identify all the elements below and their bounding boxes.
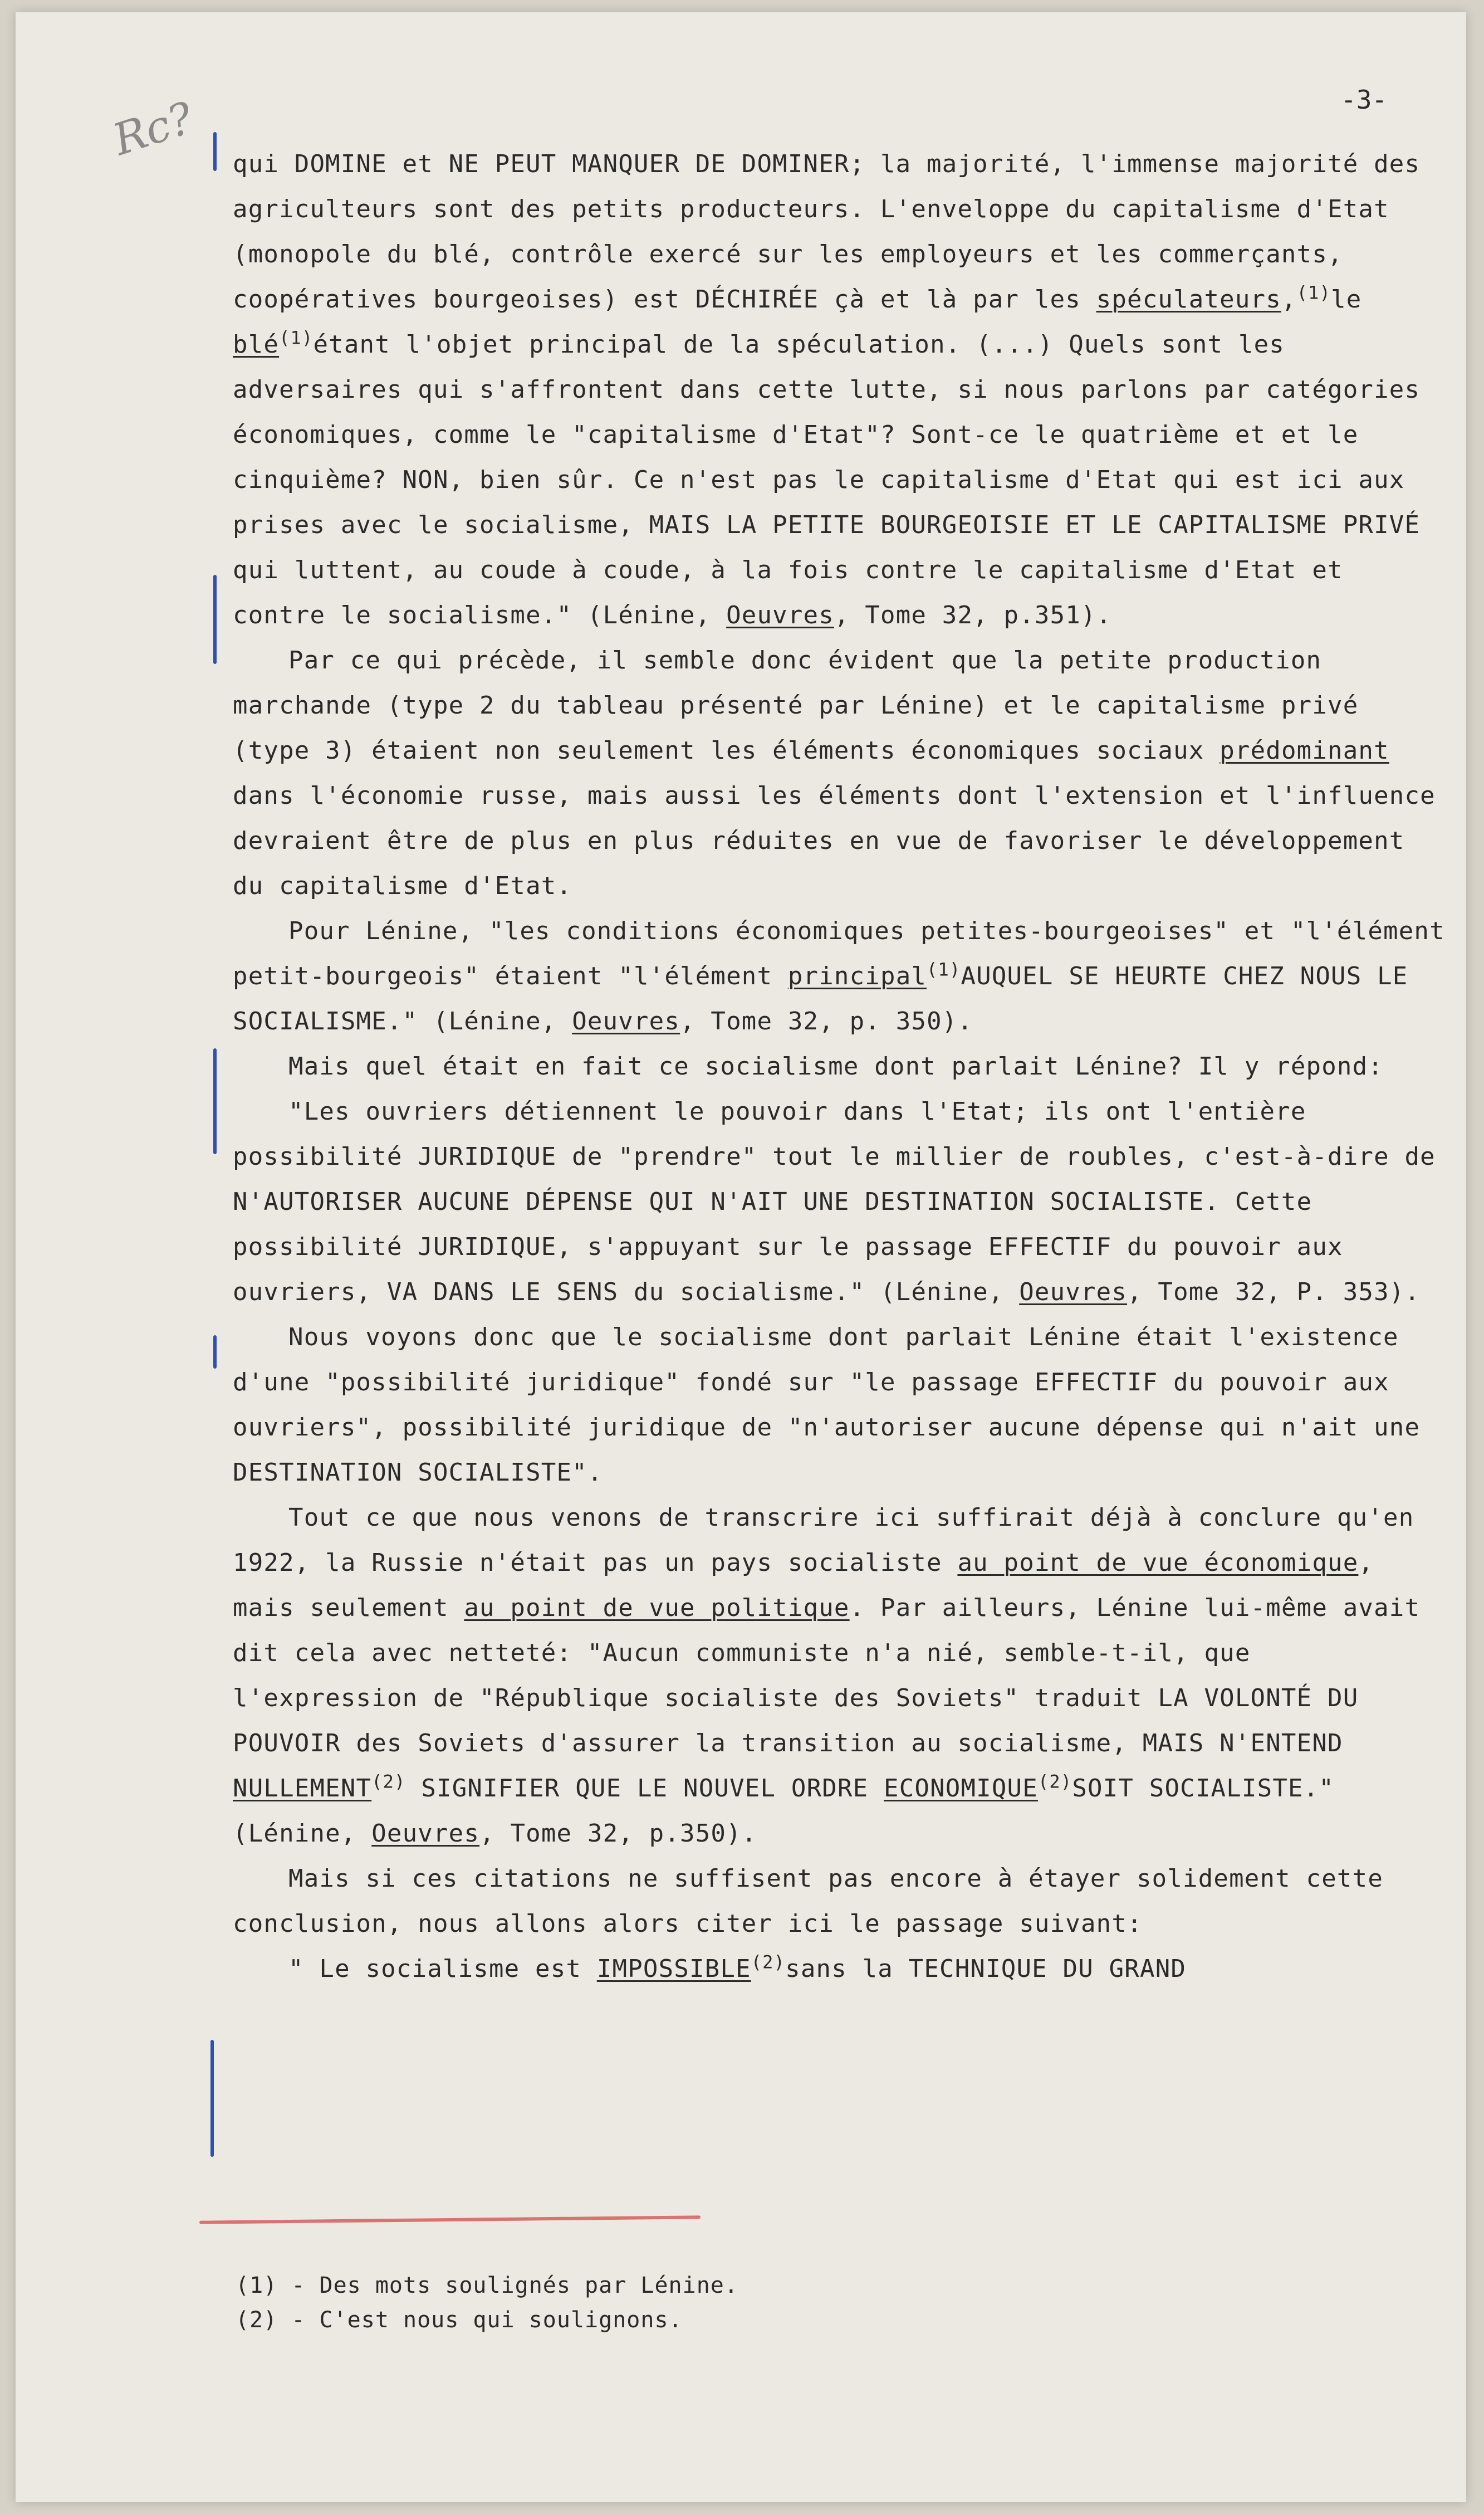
margin-mark-blue [210, 2040, 214, 2157]
document-page [16, 12, 1466, 2502]
red-pencil-line [199, 2215, 701, 2224]
paragraph: Mais quel était en fait ce socialisme dont parlait Lénine? Il y répond: [288, 1052, 1384, 1081]
margin-mark-blue [213, 1335, 217, 1369]
paragraph: "Les ouvriers détiennent le pouvoir dans l'Etat; ils ont l'entière possibilité JURIDIQUE de "prendre" tout le millier de roubles, c'est-à-dire de N'AUTORISER AUCUNE DÉPENSE QUI N'AIT UNE DESTINATION SOCIALISTE. Cette possibilité JURIDIQUE, s'appuyant sur le passage EFFECTIF du pouvoir aux ouvriers, VA DANS LE SENS du socialisme." (Lénine, Oeuvres, Tome 32, P. 353). [233, 1097, 1436, 1306]
margin-mark-blue [213, 1048, 217, 1154]
footnotes [236, 2268, 738, 2337]
paragraph: Nous voyons donc que le socialisme dont parlait Lénine était l'existence d'une "possibilité juridique" fondé sur "le passage EFFECTIF du pouvoir aux ouvriers", possibilité juridique de "n'autoriser aucune dépense qui n'ait une DESTINATION SOCIALISTE". [233, 1323, 1421, 1487]
page-number: -3- [1341, 85, 1388, 115]
paragraph: qui DOMINE et NE PEUT MANQUER DE DOMINER; la majorité, l'immense majorité des agriculteurs sont des petits producteurs. L'enveloppe du capitalisme d'Etat (monopole du blé, contrôle exercé sur les employeurs et les commerçants, coopératives bourgeoises) est DÉCHIRÉE çà et là par les spéculateurs,$^{(1)}$le blé$^{(1)}$étant l'objet principal de la spéculation. (...) Quels sont les adversaires qui s'affrontent dans cette lutte, si nous parlons par catégories économiques, comme le "capitalisme d'Etat"? Sont-ce le quatrième et et le cinquième? NON, bien sûr. Ce n'est pas le capitalisme d'Etat qui est ici aux prises avec le socialisme, MAIS LA PETITE BOURGEOISIE ET LE CAPITALISME PRIVÉ qui luttent, au coude à coude, à la fois contre le capitalisme d'Etat et contre le socialisme." (Lénine, Oeuvres, Tome 32, p.351). [233, 150, 1421, 629]
footnote: (1) - Des mots soulignés par Lénine. [236, 2273, 738, 2298]
paragraph: " Le socialisme est IMPOSSIBLE$^{(2)}$sans la TECHNIQUE DU GRAND [288, 1951, 1187, 1983]
handwritten-note: Rc? [107, 92, 199, 166]
paragraph: Tout ce que nous venons de transcrire ici suffirait déjà à conclure qu'en 1922, la Russie n'était pas un pays socialiste au point de vue économique, mais seulement au point de vue politique. Par ailleurs, Lénine lui-même avait dit cela avec netteté: "Aucun communiste n'a nié, semble-t-il, que l'expression de "République socialiste des Soviets" traduit LA VOLONTÉ DU POUVOIR des Soviets d'assurer la transition au socialisme, MAIS N'ENTEND NULLEMENT$^{(2)}$ SIGNIFIER QUE LE NOUVEL ORDRE ECONOMIQUE$^{(2)}$SOIT SOCIALISTE."(Lénine, Oeuvres, Tome 32, p.350). [233, 1503, 1421, 1848]
margin-mark-blue [213, 575, 217, 664]
typed-body-text [233, 141, 1447, 1991]
paragraph: Par ce qui précède, il semble donc évident que la petite production marchande (type 2 du tableau présenté par Lénine) et le capitalisme privé (type 3) étaient non seulement les éléments économiques sociaux prédominant dans l'économie russe, mais aussi les éléments dont l'extension et l'influence devraient être de plus en plus réduites en vue de favoriser le développement du capitalisme d'Etat. [233, 646, 1436, 900]
footnote: (2) - C'est nous qui soulignons. [236, 2307, 683, 2333]
margin-mark-blue [213, 132, 217, 171]
paragraph: Pour Lénine, "les conditions économiques petites-bourgeoises" et "l'élément petit-bourgeois" étaient "l'élément principal$^{(1)}$AUQUEL SE HEURTE CHEZ NOUS LE SOCIALISME." (Lénine, Oeuvres, Tome 32, p. 350). [233, 917, 1445, 1036]
paragraph: Mais si ces citations ne suffisent pas encore à étayer solidement cette conclusion, nous allons alors citer ici le passage suivant: [233, 1864, 1384, 1938]
